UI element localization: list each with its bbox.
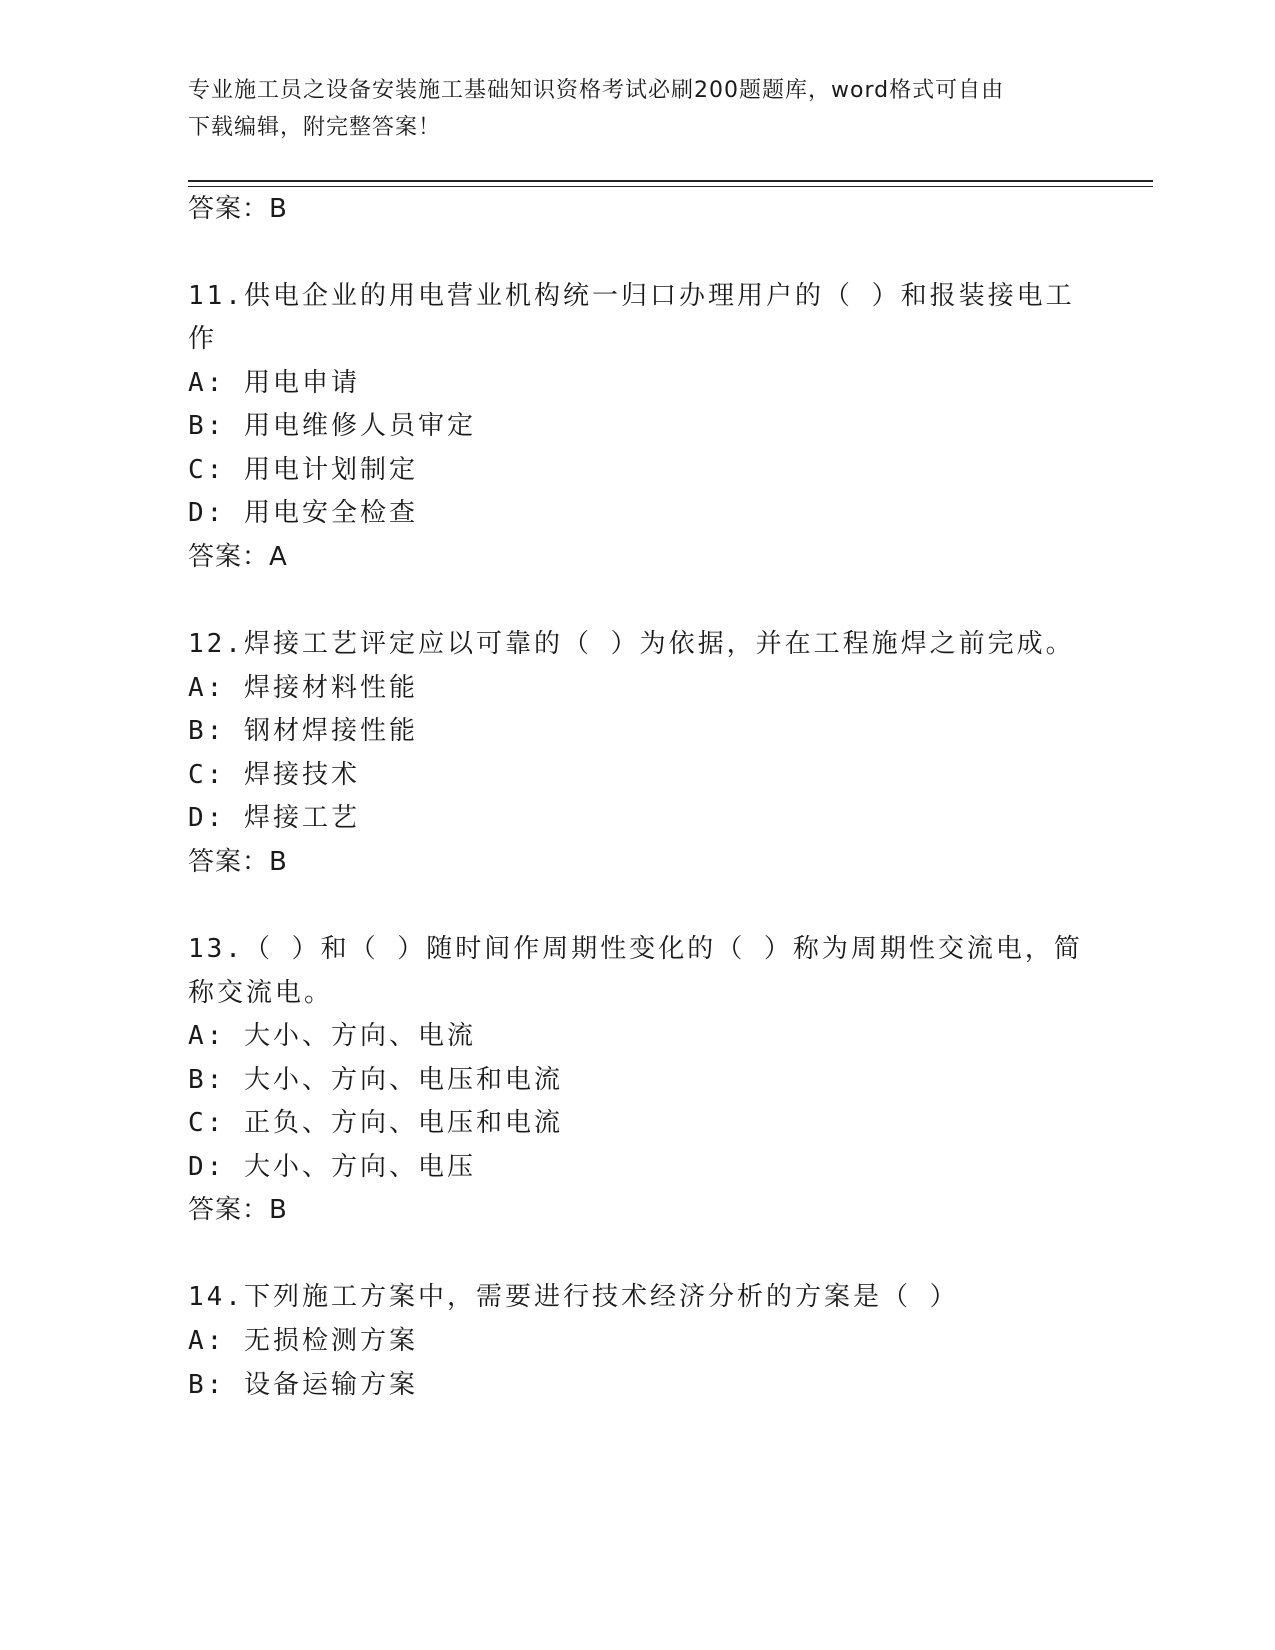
question-14-option-a: A: 无损检测方案 [188,1326,418,1356]
previous-answer: 答案：B [188,194,288,224]
question-11-option-c: C: 用电计划制定 [188,455,418,485]
question-14-stem-line-1: 14.下列施工方案中，需要进行技术经济分析的方案是（ ） [188,1282,959,1312]
question-11-stem-line-1: 11.供电企业的用电营业机构统一归口办理用户的（ ）和报装接电工 [188,281,1075,311]
page-header [188,72,1088,146]
question-13-option-c: C: 正负、方向、电压和电流 [188,1108,563,1138]
question-14-option-b: B: 设备运输方案 [188,1370,418,1400]
question-13-stem-line-1: 13.（ ）和（ ）随时间作周期性变化的（ ）称为周期性交流电，简 [188,934,1083,964]
question-12-option-a: A: 焊接材料性能 [188,673,418,703]
question-12-stem-line-1: 12.焊接工艺评定应以可靠的（ ）为依据，并在工程施焊之前完成。 [188,629,1075,659]
header-title-line-2: 下载编辑，附完整答案！ [188,115,442,140]
question-11-option-d: D: 用电安全检查 [188,498,418,528]
question-12-option-c: C: 焊接技术 [188,760,360,790]
question-11-answer: 答案：A [188,542,288,572]
question-13-option-a: A: 大小、方向、电流 [188,1021,476,1051]
question-11-option-a: A: 用电申请 [188,368,360,398]
question-12-answer: 答案：B [188,847,288,877]
header-rule-thick [188,180,1153,182]
header-rule-thin [188,186,1153,187]
question-13-option-d: D: 大小、方向、电压 [188,1152,476,1182]
question-12-option-b: B: 钢材焊接性能 [188,716,418,746]
question-13-stem-line-2: 称交流电。 [188,978,334,1008]
question-11-option-b: B: 用电维修人员审定 [188,411,476,441]
question-13-option-b: B: 大小、方向、电压和电流 [188,1065,563,1095]
question-13-answer: 答案：B [188,1195,288,1225]
question-11-stem-line-2: 作 [188,324,218,354]
question-12-option-d: D: 焊接工艺 [188,803,360,833]
header-title-line-1: 专业施工员之设备安装施工基础知识资格考试必刷200题题库，word格式可自由 [188,78,1005,103]
